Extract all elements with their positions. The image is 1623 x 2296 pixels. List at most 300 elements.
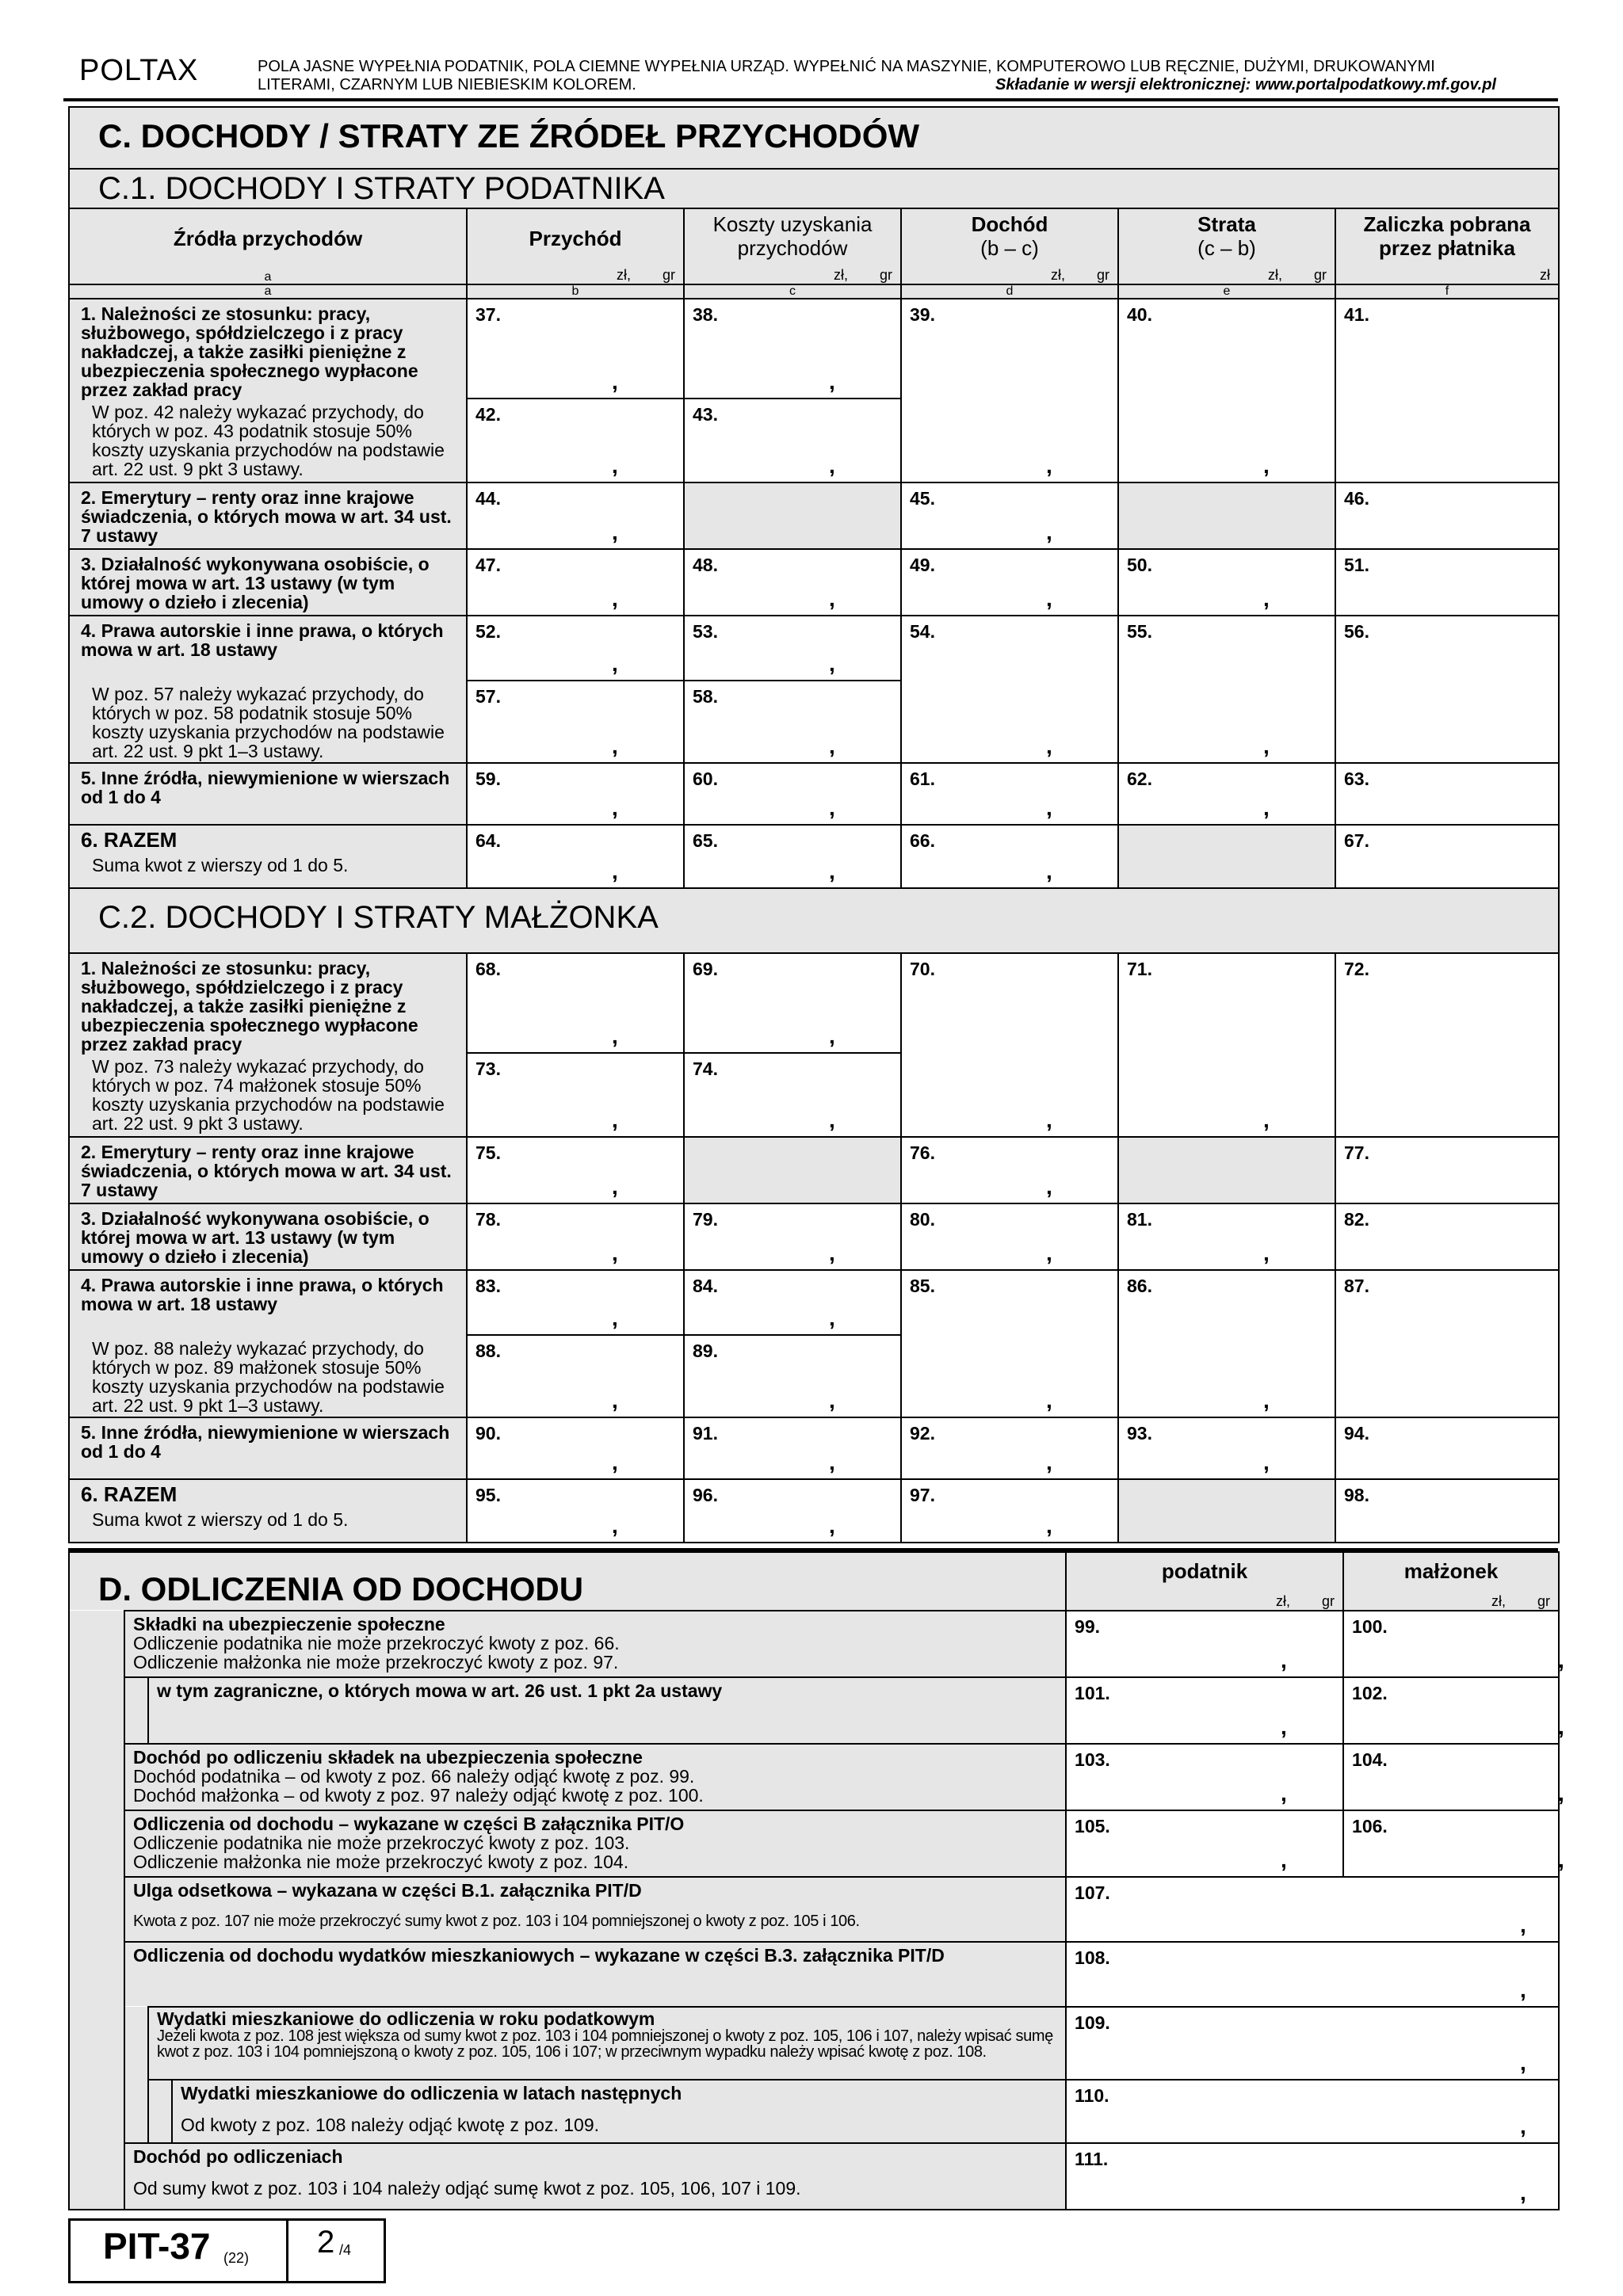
d-pit-o-line1: Odliczenie podatnika nie może przekroczyć kwoty z poz. 103. <box>133 1833 630 1853</box>
decimal-comma: , <box>829 369 835 394</box>
col-letter-a-row: a <box>69 284 467 299</box>
field-97[interactable] <box>901 1479 1118 1543</box>
unit-gr: gr <box>662 267 675 283</box>
field-number: 94. <box>1344 1423 1369 1444</box>
field-number: 111. <box>1075 2149 1109 2169</box>
decimal-comma: , <box>1046 520 1052 544</box>
decimal-comma: , <box>612 1024 618 1048</box>
decimal-comma: , <box>1046 1108 1052 1132</box>
d-wydatki-rok-title: Wydatki mieszkaniowe do odliczenia w roku podatkowym <box>157 2008 655 2029</box>
col-d-label: Dochód <box>971 212 1048 236</box>
field-75[interactable] <box>467 1137 684 1203</box>
field-number: 69. <box>693 959 718 979</box>
decimal-comma: , <box>829 1450 835 1474</box>
decimal-comma: , <box>829 1306 835 1330</box>
d-skladki-line2: Odliczenie małżonka nie może przekroczyć kwoty z poz. 97. <box>133 1652 619 1672</box>
field-63[interactable] <box>1335 763 1559 825</box>
unit-zl: zł, <box>1276 1593 1291 1609</box>
field-72[interactable] <box>1335 953 1559 1137</box>
decimal-comma: , <box>829 453 835 478</box>
row2-title: 2. Emerytury – renty oraz inne krajowe świadczenia, o których mowa w art. 34 ust. 7 ustawy <box>81 1142 452 1200</box>
row4-note: W poz. 57 należy wykazać przychody, do których w poz. 58 podatnik stosuje 50% koszty uzyskania przychodów na podstawie art. 22 ust. 9 pkt 1–3 ustawy. <box>92 684 445 761</box>
field-number: 81. <box>1127 1209 1152 1230</box>
row1-note: W poz. 73 należy wykazać przychody, do których w poz. 74 małżonek stosuje 50% koszty uzyskania przychodów na podstawie art. 22 ust. 9 pkt 3 ustawy. <box>92 1056 445 1134</box>
field-number: 66. <box>910 830 935 851</box>
field-70[interactable] <box>901 953 1118 1137</box>
field-98[interactable] <box>1335 1479 1559 1543</box>
field-73[interactable] <box>467 1053 684 1137</box>
field-107[interactable] <box>1066 1877 1559 1942</box>
field-number: 77. <box>1344 1142 1369 1163</box>
decimal-comma: , <box>612 651 618 676</box>
field-number: 78. <box>475 1209 501 1230</box>
field-71[interactable] <box>1118 953 1335 1137</box>
field-number: 100. <box>1352 1616 1388 1637</box>
field-number: 49. <box>910 555 935 575</box>
row6-note: Suma kwot z wierszy od 1 do 5. <box>92 855 349 875</box>
field-number: 107. <box>1075 1882 1110 1903</box>
decimal-comma: , <box>1046 1174 1052 1199</box>
d-ulga-line1: Kwota z poz. 107 nie może przekroczyć sumy kwot z poz. 103 i 104 pomniejszonej o kwoty z poz. 105 i 106. <box>133 1913 860 1930</box>
c1-rows <box>68 298 1560 1543</box>
field-number: 95. <box>475 1485 501 1505</box>
field-90[interactable] <box>467 1417 684 1479</box>
col-f-header <box>1335 208 1559 284</box>
field-number: 44. <box>475 488 501 509</box>
field-52[interactable] <box>467 616 684 681</box>
field-number: 73. <box>475 1058 501 1079</box>
section-d-table <box>68 1551 1564 2210</box>
field-number: 79. <box>693 1209 718 1230</box>
field-84[interactable] <box>684 1270 901 1335</box>
field-number: 75. <box>475 1142 501 1163</box>
field-49[interactable] <box>901 549 1118 616</box>
field-number: 56. <box>1344 621 1369 642</box>
field-61[interactable] <box>901 763 1118 825</box>
form-name: PIT-37 <box>103 2225 211 2267</box>
unit-gr: gr <box>1322 1593 1335 1609</box>
page-total: /4 <box>339 2242 352 2258</box>
field-45[interactable] <box>901 482 1118 549</box>
d-dochod-po-skladkach-title: Dochód po odliczeniu składek na ubezpieczenia społeczne <box>133 1747 643 1768</box>
unit-zl: zł <box>1540 267 1551 283</box>
field-number: 74. <box>693 1058 718 1079</box>
row1-title: 1. Należności ze stosunku: pracy, służbowego, spółdzielczego i z pracy nakładczej, a także zasiłki pieniężne z ubezpieczenia społecznego wypłacone przez zakład pracy <box>81 958 418 1055</box>
c1-row3-label <box>69 549 467 616</box>
decimal-comma: , <box>1046 859 1052 883</box>
field-51[interactable] <box>1335 549 1559 616</box>
field-number: 71. <box>1127 959 1152 979</box>
row5-title: 5. Inne źródła, niewymienione w wierszach od 1 do 4 <box>81 768 450 807</box>
decimal-comma: , <box>829 586 835 611</box>
field-number: 96. <box>693 1485 718 1505</box>
field-number: 50. <box>1127 555 1152 575</box>
row4-title: 4. Prawa autorskie i inne prawa, o których mowa w art. 18 ustawy <box>81 620 444 660</box>
field-96[interactable] <box>684 1479 901 1543</box>
field-102[interactable] <box>1343 1677 1564 1744</box>
unit-gr: gr <box>879 267 892 283</box>
col-d-header <box>901 208 1118 284</box>
field-number: 99. <box>1075 1616 1101 1637</box>
decimal-comma: , <box>829 795 835 820</box>
page-number-box <box>284 2218 386 2283</box>
field-91[interactable] <box>684 1417 901 1479</box>
d-dochod-final-line1: Od sumy kwot z poz. 103 i 104 należy odjąć sumę kwot z poz. 105, 106, 107 i 109. <box>133 2178 801 2199</box>
decimal-comma: , <box>612 1108 618 1132</box>
d-row-wydatki-rok <box>148 2007 1066 2080</box>
field-69[interactable] <box>684 953 901 1053</box>
field-number: 89. <box>693 1341 718 1361</box>
col-podatnik-label: podatnik <box>1161 1559 1248 1583</box>
c2-row2-label <box>69 1137 467 1203</box>
col-letter-d: d <box>901 284 1118 299</box>
decimal-comma: , <box>1281 1714 1287 1739</box>
col-b-header <box>467 208 684 284</box>
c1-title-cell <box>69 169 1559 208</box>
decimal-comma: , <box>612 734 618 758</box>
field-105[interactable] <box>1066 1810 1343 1877</box>
field-83[interactable] <box>467 1270 684 1335</box>
field-40[interactable] <box>1118 299 1335 482</box>
field-number: 40. <box>1127 304 1152 325</box>
field-39[interactable] <box>901 299 1118 482</box>
d-row-wydatki-nastepne <box>172 2080 1066 2143</box>
col-e-formula: (c – b) <box>1197 236 1256 260</box>
field-number: 42. <box>475 404 501 425</box>
d-wydatki-nastepne-line1: Od kwoty z poz. 108 należy odjąć kwotę z poz. 109. <box>181 2115 600 2135</box>
field-50[interactable] <box>1118 549 1335 616</box>
field-64[interactable] <box>467 825 684 888</box>
field-89[interactable] <box>684 1335 901 1417</box>
field-number: 90. <box>475 1423 501 1444</box>
field-number: 93. <box>1127 1423 1152 1444</box>
field-48[interactable] <box>684 549 901 616</box>
field-79[interactable] <box>684 1203 901 1270</box>
col-letter-a: a <box>264 270 272 284</box>
field-109[interactable] <box>1066 2007 1559 2080</box>
field-number: 38. <box>693 304 718 325</box>
field-number: 46. <box>1344 488 1369 509</box>
field-87[interactable] <box>1335 1270 1559 1417</box>
decimal-comma: , <box>1263 795 1270 820</box>
row1-note: W poz. 42 należy wykazać przychody, do których w poz. 43 podatnik stosuje 50% koszty uzyskania przychodów na podstawie art. 22 ust. 9 pkt 3 ustawy. <box>92 402 445 479</box>
decimal-comma: , <box>829 1241 835 1265</box>
field-number: 51. <box>1344 555 1369 575</box>
decimal-comma: , <box>1558 1848 1564 1872</box>
d-pit-o-line2: Odliczenie małżonka nie może przekroczyć kwoty z poz. 104. <box>133 1852 629 1872</box>
field-disabled <box>684 1137 901 1203</box>
field-number: 106. <box>1352 1816 1388 1836</box>
decimal-comma: , <box>1281 1781 1287 1806</box>
c2-row1-label <box>69 953 467 1137</box>
d-ulga-title: Ulga odsetkowa – wykazana w części B.1. załącznika PIT/D <box>133 1880 642 1901</box>
col-d-formula: (b – c) <box>980 236 1039 260</box>
row5-title: 5. Inne źródła, niewymienione w wierszach od 1 do 4 <box>81 1422 450 1462</box>
field-67[interactable] <box>1335 825 1559 888</box>
col-c-label: Koszty uzyskania przychodów <box>712 212 873 260</box>
field-86[interactable] <box>1118 1270 1335 1417</box>
d-indent <box>148 2080 172 2143</box>
field-44[interactable] <box>467 482 684 549</box>
unit-gr: gr <box>1313 267 1327 283</box>
field-58[interactable] <box>684 681 901 763</box>
field-80[interactable] <box>901 1203 1118 1270</box>
field-77[interactable] <box>1335 1137 1559 1203</box>
d-row-pit-o <box>124 1810 1066 1877</box>
decimal-comma: , <box>612 1450 618 1474</box>
field-number: 68. <box>475 959 501 979</box>
field-number: 98. <box>1344 1485 1369 1505</box>
instruction-line-2: LITERAMI, CZARNYM LUB NIEBIESKIM KOLOREM. <box>258 76 636 93</box>
field-number: 97. <box>910 1485 935 1505</box>
field-number: 63. <box>1344 769 1369 789</box>
field-number: 76. <box>910 1142 935 1163</box>
field-number: 84. <box>693 1276 718 1296</box>
decimal-comma: , <box>612 795 618 820</box>
field-53[interactable] <box>684 616 901 681</box>
field-number: 54. <box>910 621 935 642</box>
d-skladki-line1: Odliczenie podatnika nie może przekroczyć kwoty z poz. 66. <box>133 1633 620 1653</box>
field-76[interactable] <box>901 1137 1118 1203</box>
field-57[interactable] <box>467 681 684 763</box>
header-rule <box>63 98 1558 101</box>
decimal-comma: , <box>1281 1848 1287 1872</box>
field-number: 61. <box>910 769 935 789</box>
field-104[interactable] <box>1343 1744 1564 1810</box>
field-110[interactable] <box>1066 2080 1559 2143</box>
decimal-comma: , <box>1046 586 1052 611</box>
decimal-comma: , <box>829 734 835 758</box>
field-number: 108. <box>1075 1947 1110 1968</box>
field-number: 104. <box>1352 1749 1388 1770</box>
decimal-comma: , <box>1263 1241 1270 1265</box>
field-number: 37. <box>475 304 501 325</box>
field-number: 109. <box>1075 2012 1110 2033</box>
field-number: 55. <box>1127 621 1152 642</box>
field-60[interactable] <box>684 763 901 825</box>
field-number: 48. <box>693 555 718 575</box>
section-d-margin <box>69 1611 124 2210</box>
field-55[interactable] <box>1118 616 1335 763</box>
field-number: 52. <box>475 621 501 642</box>
field-37[interactable] <box>467 299 684 399</box>
unit-gr: gr <box>1096 267 1109 283</box>
decimal-comma: , <box>1046 1513 1052 1538</box>
decimal-comma: , <box>612 1306 618 1330</box>
col-malzonek-header <box>1343 1552 1559 1611</box>
row3-title: 3. Działalność wykonywana osobiście, o której mowa w art. 13 ustawy (w tym umowy o dzieło i zlecenia) <box>81 554 430 612</box>
col-f-label: Zaliczka pobrana przez płatnika <box>1363 212 1531 260</box>
unit-zl: zł, <box>1268 267 1282 283</box>
decimal-comma: , <box>1520 2050 1526 2075</box>
section-c-title-cell <box>69 107 1559 169</box>
field-106[interactable] <box>1343 1810 1564 1877</box>
c1-row6-label <box>69 825 467 888</box>
field-68[interactable] <box>467 953 684 1053</box>
instruction-line-1: POLA JASNE WYPEŁNIA PODATNIK, POLA CIEMNE WYPEŁNIA URZĄD. WYPEŁNIĆ NA MASZYNIE, KOMPUTEROWO LUB RĘCZNIE, DUŻYMI, DRUKOWANYMI <box>258 58 1435 75</box>
d-row-dochod-po-skladkach <box>124 1744 1066 1810</box>
col-c-header <box>684 208 901 284</box>
field-number: 70. <box>910 959 935 979</box>
decimal-comma: , <box>612 1388 618 1413</box>
field-101[interactable] <box>1066 1677 1343 1744</box>
field-38[interactable] <box>684 299 901 399</box>
d-row-dochod-po-odliczeniach <box>124 2143 1066 2210</box>
field-56[interactable] <box>1335 616 1559 763</box>
decimal-comma: , <box>1520 2114 1526 2138</box>
field-number: 105. <box>1075 1816 1110 1836</box>
decimal-comma: , <box>612 859 618 883</box>
field-number: 43. <box>693 404 718 425</box>
field-108[interactable] <box>1066 1942 1559 2007</box>
c1-title: C.1. DOCHODY I STRATY PODATNIKA <box>98 171 665 206</box>
c2-row3-label <box>69 1203 467 1270</box>
row6-title: 6. RAZEM <box>81 1482 178 1506</box>
field-number: 83. <box>475 1276 501 1296</box>
field-85[interactable] <box>901 1270 1118 1417</box>
decimal-comma: , <box>612 520 618 544</box>
decimal-comma: , <box>1263 1388 1270 1413</box>
col-a-label: Źródła przychodów <box>173 227 363 250</box>
row6-title: 6. RAZEM <box>81 828 178 852</box>
field-95[interactable] <box>467 1479 684 1543</box>
field-100[interactable] <box>1343 1611 1564 1677</box>
decimal-comma: , <box>1520 1978 1526 2002</box>
field-88[interactable] <box>467 1335 684 1417</box>
electronic-filing-note: Składanie w wersji elektronicznej: www.portalpodatkowy.mf.gov.pl <box>995 76 1496 93</box>
field-number: 67. <box>1344 830 1369 851</box>
field-number: 62. <box>1127 769 1152 789</box>
field-103[interactable] <box>1066 1744 1343 1810</box>
field-number: 103. <box>1075 1749 1110 1770</box>
field-93[interactable] <box>1118 1417 1335 1479</box>
field-number: 53. <box>693 621 718 642</box>
decimal-comma: , <box>829 1024 835 1048</box>
field-number: 91. <box>693 1423 718 1444</box>
c1-row2-label <box>69 482 467 549</box>
d-indent <box>124 1677 148 1744</box>
field-disabled <box>1118 482 1335 549</box>
decimal-comma: , <box>612 369 618 394</box>
field-65[interactable] <box>684 825 901 888</box>
field-82[interactable] <box>1335 1203 1559 1270</box>
field-46[interactable] <box>1335 482 1559 549</box>
d-zagraniczne-title: w tym zagraniczne, o których mowa w art. 26 ust. 1 pkt 2a ustawy <box>157 1680 723 1701</box>
field-disabled <box>1118 1479 1335 1543</box>
decimal-comma: , <box>1558 1714 1564 1739</box>
decimal-comma: , <box>1046 453 1052 478</box>
field-78[interactable] <box>467 1203 684 1270</box>
d-wydatki-rok-line1: Jeżeli kwota z poz. 108 jest większa od sumy kwot z poz. 103 i 104 pomniejszonej o kwoty z poz. 105, 106 i 107, należy wpisać sumę kwot z poz. 103 i 104 pomniejszoną o kwoty z poz. 105, 106 i 107; w przeciwnym wypadku należy wpisać kwotę z poz. 108. <box>157 2027 1053 2061</box>
unit-zl: zł, <box>617 267 631 283</box>
col-letter-c: c <box>684 284 901 299</box>
decimal-comma: , <box>1046 795 1052 820</box>
d-dochod-line1: Dochód podatnika – od kwoty z poz. 66 należy odjąć kwotę z poz. 99. <box>133 1766 695 1787</box>
col-b-label: Przychód <box>529 227 622 250</box>
unit-zl: zł, <box>834 267 848 283</box>
field-number: 59. <box>475 769 501 789</box>
decimal-comma: , <box>612 1174 618 1199</box>
decimal-comma: , <box>1263 586 1270 611</box>
decimal-comma: , <box>1520 2180 1526 2205</box>
decimal-comma: , <box>1263 1450 1270 1474</box>
d-row-mieszkaniowe <box>124 1942 1066 2007</box>
d-wydatki-nastepne-title: Wydatki mieszkaniowe do odliczenia w latach następnych <box>181 2083 682 2103</box>
decimal-comma: , <box>829 1513 835 1538</box>
d-indent <box>124 2007 148 2143</box>
col-letter-f: f <box>1335 284 1559 299</box>
c2-row4-label <box>69 1270 467 1417</box>
decimal-comma: , <box>829 1388 835 1413</box>
decimal-comma: , <box>612 586 618 611</box>
field-92[interactable] <box>901 1417 1118 1479</box>
decimal-comma: , <box>1520 1913 1526 1937</box>
field-disabled <box>684 482 901 549</box>
d-dochod-final-title: Dochód po odliczeniach <box>133 2146 343 2167</box>
col-letter-b: b <box>467 284 684 299</box>
field-number: 110. <box>1075 2085 1109 2106</box>
field-41[interactable] <box>1335 299 1559 482</box>
section-c-table <box>68 106 1560 299</box>
d-skladki-title: Składki na ubezpieczenie społeczne <box>133 1614 445 1634</box>
poltax-brand: POLTAX <box>79 54 199 87</box>
field-47[interactable] <box>467 549 684 616</box>
decimal-comma: , <box>829 1108 835 1132</box>
field-54[interactable] <box>901 616 1118 763</box>
field-74[interactable] <box>684 1053 901 1137</box>
decimal-comma: , <box>1046 734 1052 758</box>
unit-zl: zł, <box>1491 1593 1507 1609</box>
field-99[interactable] <box>1066 1611 1343 1677</box>
row1-title: 1. Należności ze stosunku: pracy, służbowego, spółdzielczego i z pracy nakładczej, a także zasiłki pieniężne z ubezpieczenia społecznego wypłacone przez zakład pracy <box>81 303 418 400</box>
field-59[interactable] <box>467 763 684 825</box>
field-number: 39. <box>910 304 935 325</box>
unit-gr: gr <box>1537 1593 1551 1609</box>
field-number: 101. <box>1075 1683 1110 1703</box>
field-disabled <box>1118 825 1335 888</box>
d-pit-o-title: Odliczenia od dochodu – wykazane w części B załącznika PIT/O <box>133 1814 685 1834</box>
field-81[interactable] <box>1118 1203 1335 1270</box>
field-number: 47. <box>475 555 501 575</box>
field-42[interactable] <box>467 399 684 482</box>
d-row-ulga-odsetkowa <box>124 1877 1066 1942</box>
field-number: 92. <box>910 1423 935 1444</box>
decimal-comma: , <box>1263 1108 1270 1132</box>
d-dochod-line2: Dochód małżonka – od kwoty z poz. 97 należy odjąć kwotę z poz. 100. <box>133 1785 704 1806</box>
decimal-comma: , <box>612 1513 618 1538</box>
field-66[interactable] <box>901 825 1118 888</box>
field-111[interactable] <box>1066 2143 1559 2210</box>
page-number: 2 <box>317 2225 335 2260</box>
field-number: 64. <box>475 830 501 851</box>
row2-title: 2. Emerytury – renty oraz inne krajowe świadczenia, o których mowa w art. 34 ust. 7 ustawy <box>81 487 452 546</box>
field-43[interactable] <box>684 399 901 482</box>
col-podatnik-header <box>1066 1552 1343 1611</box>
field-number: 102. <box>1352 1683 1388 1703</box>
field-number: 72. <box>1344 959 1369 979</box>
field-number: 88. <box>475 1341 501 1361</box>
row4-title: 4. Prawa autorskie i inne prawa, o których mowa w art. 18 ustawy <box>81 1275 444 1314</box>
c2-title-cell <box>69 888 1559 953</box>
d-row-zagraniczne <box>148 1677 1066 1744</box>
field-62[interactable] <box>1118 763 1335 825</box>
field-94[interactable] <box>1335 1417 1559 1479</box>
field-number: 41. <box>1344 304 1369 325</box>
decimal-comma: , <box>1046 1241 1052 1265</box>
section-d-title: D. ODLICZENIA OD DOCHODU <box>98 1570 584 1608</box>
section-c-title: C. DOCHODY / STRATY ZE ŹRÓDEŁ PRZYCHODÓW <box>98 117 920 154</box>
c2-row6-label <box>69 1479 467 1543</box>
